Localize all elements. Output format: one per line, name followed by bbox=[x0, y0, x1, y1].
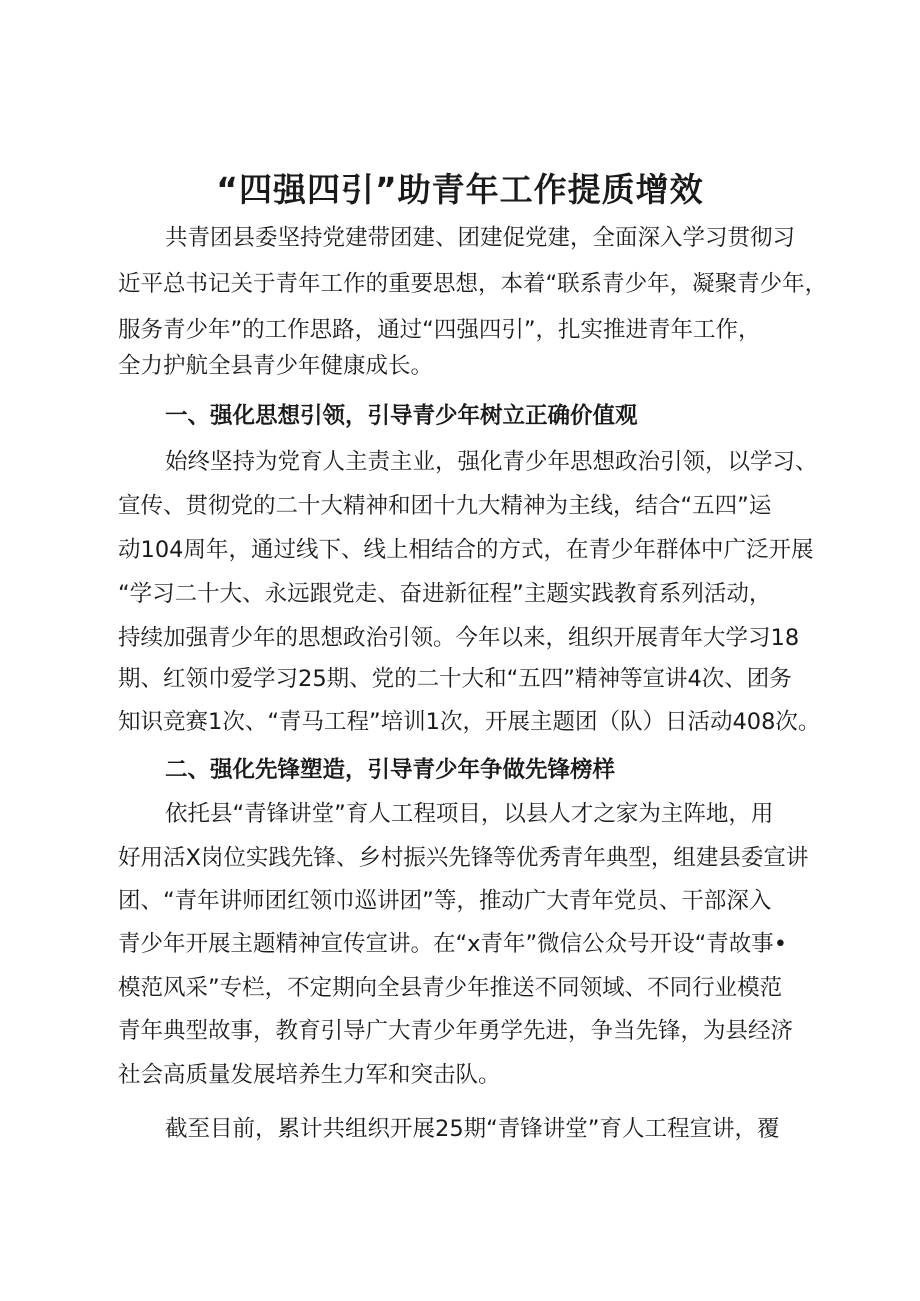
paragraph-line: 依托县“青锋讲堂”育人工程项目，以县人才之家为主阵地，用 bbox=[165, 801, 774, 827]
section-heading-1: 一、强化思想引领，引导青少年树立正确价值观 bbox=[165, 403, 638, 429]
paragraph-line: 近平总书记关于青年工作的重要思想，本着“联系青少年，凝聚青少年， bbox=[118, 271, 828, 297]
paragraph-line: 持续加强青少年的思想政治引领。今年以来，组织开展青年大学习18 bbox=[118, 625, 800, 651]
paragraph-line: 知识竞赛1次、“青马工程”培训1次，开展主题团（队）日活动408次。 bbox=[118, 709, 821, 735]
paragraph-line: 青年典型故事，教育引导广大青少年勇学先进，争当先锋，为县经济 bbox=[118, 1018, 794, 1044]
paragraph-line: 始终坚持为党育人主责主业，强化青少年思想政治引领，以学习、 bbox=[165, 449, 818, 475]
paragraph-line: 全力护航全县青少年健康成长。 bbox=[118, 353, 434, 379]
paragraph-line: 共青团县委坚持党建带团建、团建促党建，全面深入学习贯彻习 bbox=[165, 225, 796, 251]
paragraph-line: “学习二十大、永远跟党走、奋进新征程”主题实践教育系列活动， bbox=[118, 581, 772, 607]
paragraph-line: 截至目前，累计共组织开展25期“青锋讲堂”育人工程宣讲，覆 bbox=[165, 1116, 780, 1142]
paragraph-line: 期、红领巾爱学习25期、党的二十大和“五四”精神等宣讲4次、团务 bbox=[118, 666, 792, 692]
paragraph-line: 团、“青年讲师团红领巾巡讲团”等，推动广大青年党员、干部深入 bbox=[118, 888, 772, 914]
document-title: “四强四引”助青年工作提质增效 bbox=[216, 170, 704, 209]
paragraph-line: 宣传、贯彻党的二十大精神和团十九大精神为主线，结合“五四”运 bbox=[118, 493, 772, 519]
paragraph-line: 动104周年，通过线下、线上相结合的方式，在青少年群体中广泛开展 bbox=[118, 537, 814, 563]
paragraph-line: 服务青少年”的工作思路，通过“四强四引”，扎实推进青年工作， bbox=[118, 317, 761, 343]
paragraph-line: 好用活X岗位实践先锋、乡村振兴先锋等优秀青年典型，组建县委宣讲 bbox=[118, 845, 809, 871]
paragraph-line: 模范风采”专栏，不定期向全县青少年推送不同领域、不同行业模范 bbox=[118, 975, 783, 1001]
paragraph-line: 青少年开展主题精神宣传宣讲。在“x青年”微信公众号开设“青故事• bbox=[118, 931, 788, 957]
section-heading-2: 二、强化先锋塑造，引导青少年争做先锋榜样 bbox=[165, 757, 616, 783]
paragraph-line: 社会高质量发展培养生力军和突击队。 bbox=[118, 1062, 501, 1088]
